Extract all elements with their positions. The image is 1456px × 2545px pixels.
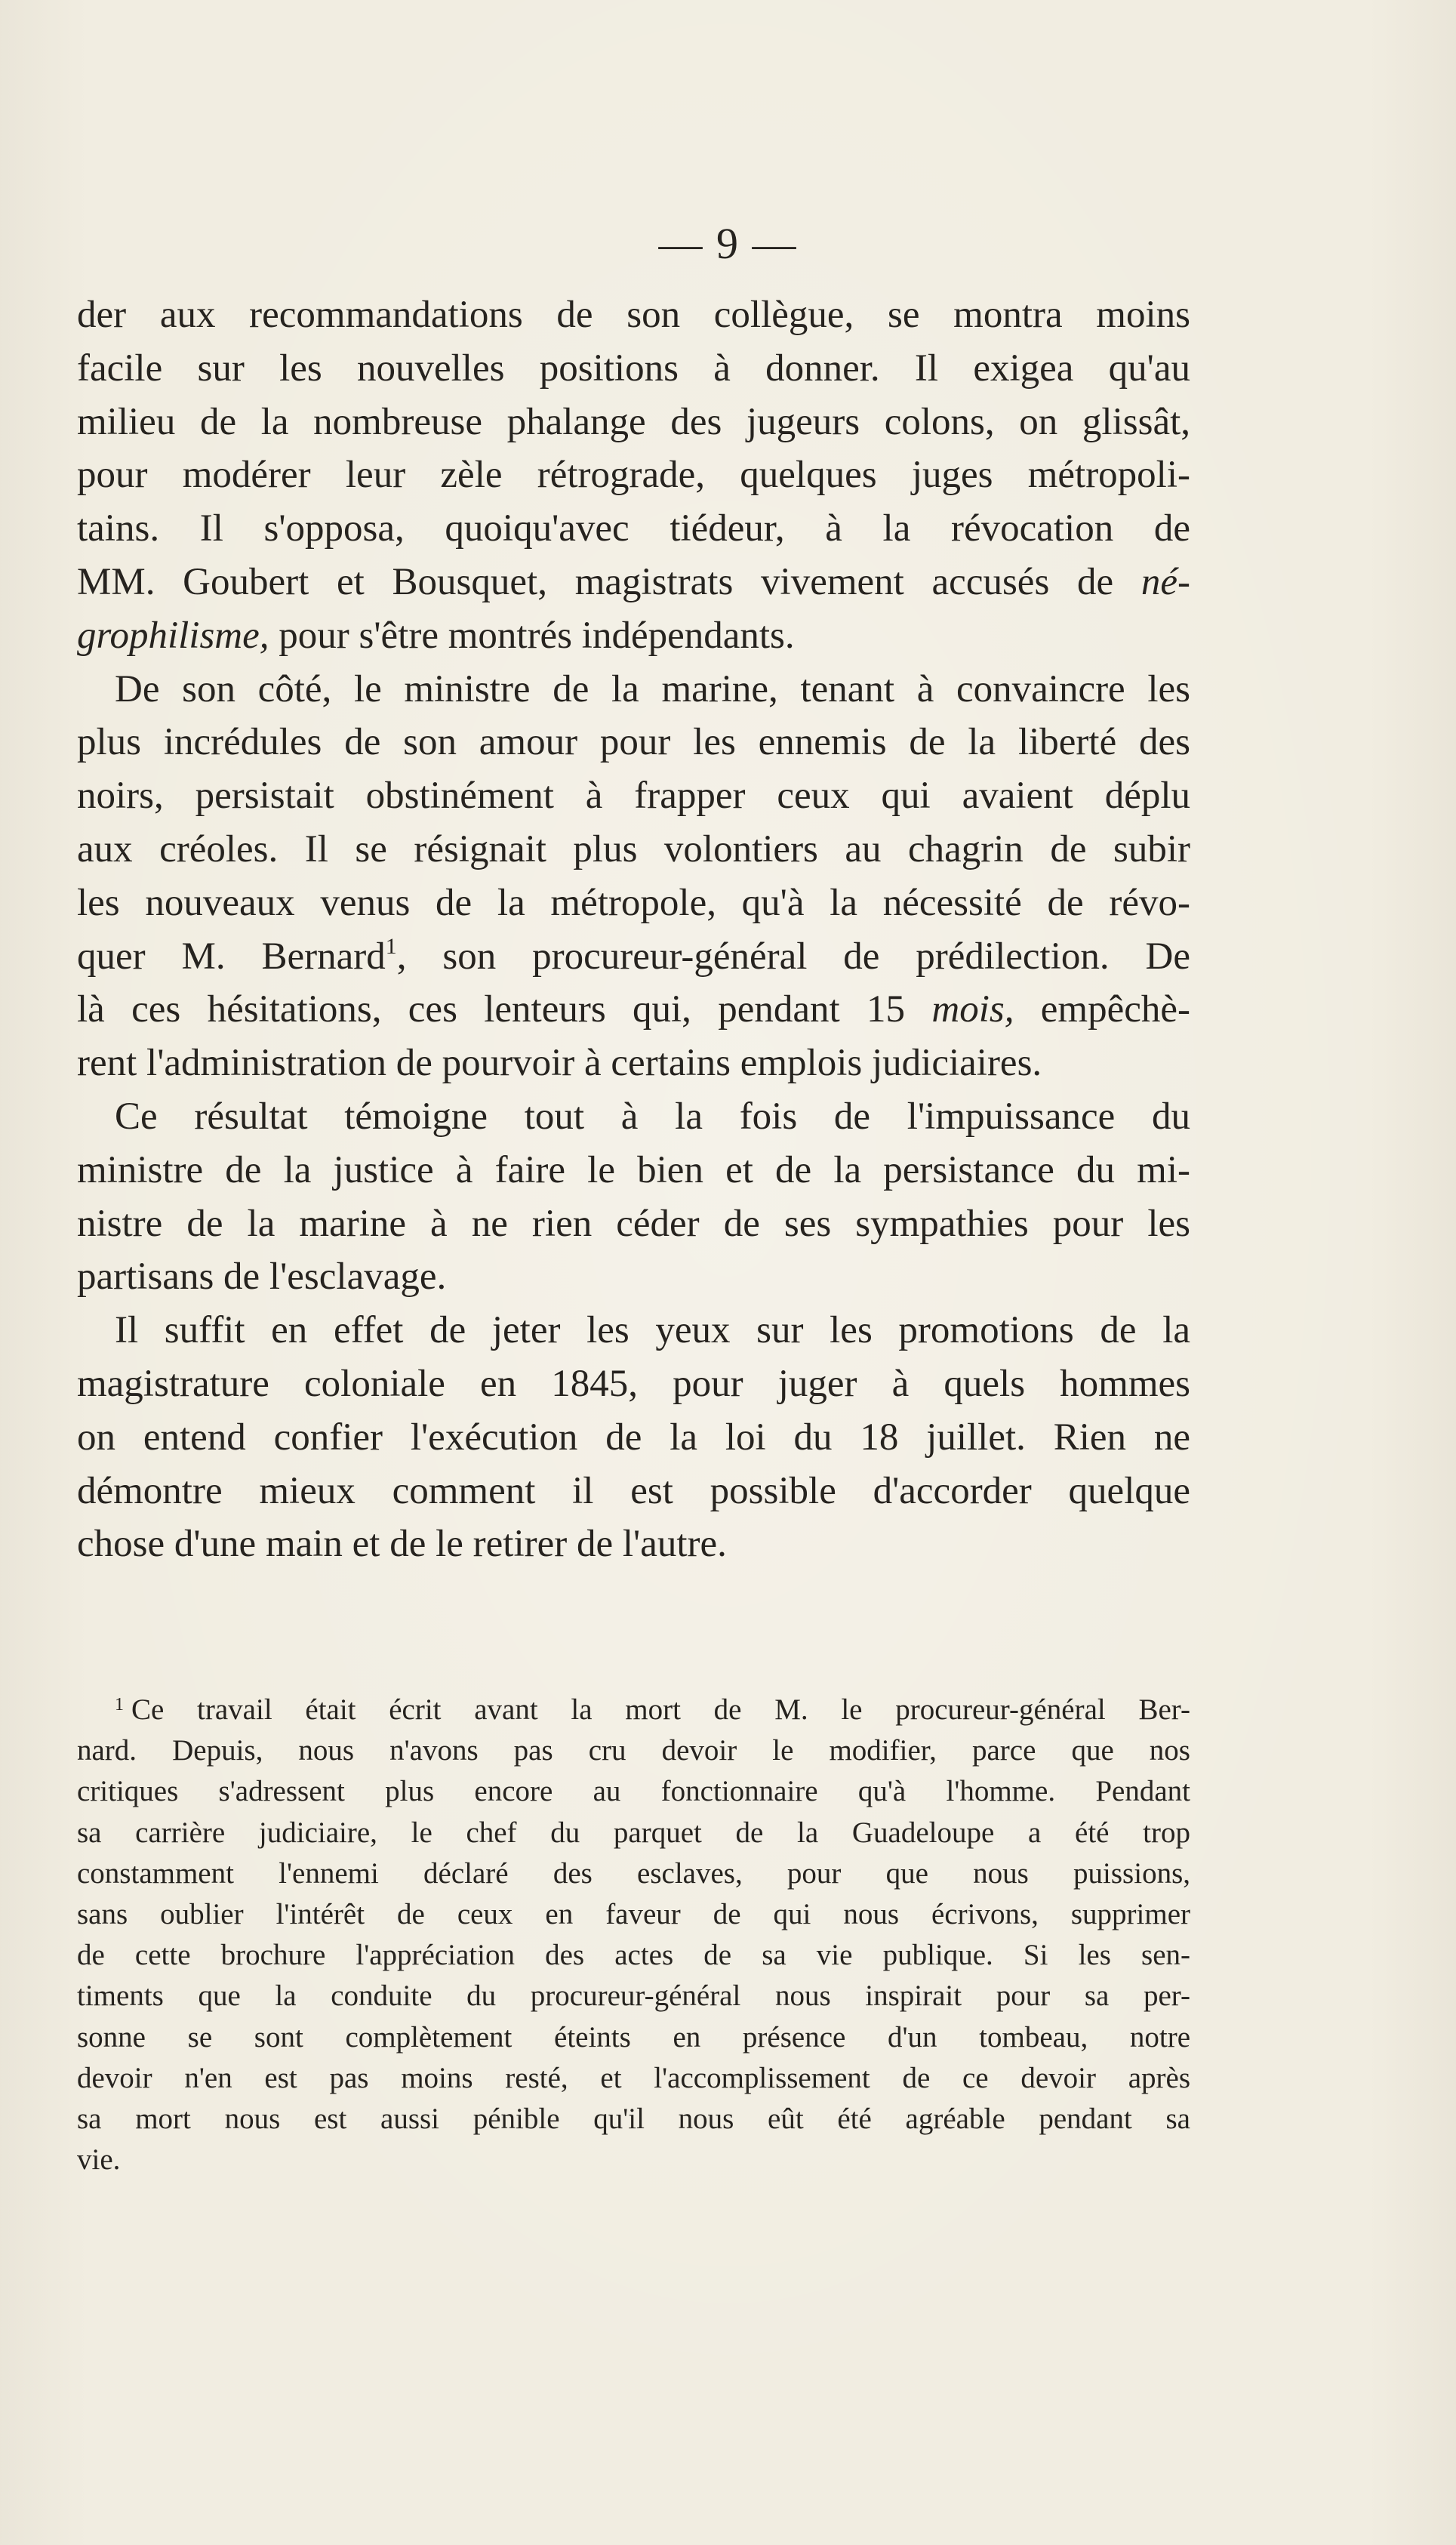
- italic-word: grophilisme,: [77, 614, 269, 657]
- text-run: quer M. Bernard: [77, 935, 386, 978]
- text-line: [77, 556, 1190, 609]
- text-run: là ces hésitations, ces lenteurs qui, pendant 15: [77, 988, 906, 1031]
- footnote-line: sonne se sont complètement éteints en présence d'un tombeau, notre: [77, 2020, 1190, 2054]
- footnote-line: sa carrière judiciaire, le chef du parquet de la Guadeloupe a été trop: [77, 1816, 1190, 1849]
- footnote-reference: 1: [385, 933, 397, 959]
- text-line: facile sur les nouvelles positions à donner. Il exigea qu'au: [77, 347, 1190, 390]
- text-line: tains. Il s'opposa, quoiqu'avec tiédeur, à la révocation de: [77, 507, 1190, 550]
- text-run: , son procureur-général de prédilection. De: [396, 935, 1190, 978]
- footnote: [77, 1690, 1190, 2180]
- text-line: noirs, persistait obstinément à frapper ceux qui avaient déplu: [77, 775, 1190, 818]
- text-line: pour modérer leur zèle rétrograde, quelques juges métropoli-: [77, 454, 1190, 497]
- text-line: [77, 983, 1190, 1037]
- main-text: [77, 288, 1190, 1571]
- text-line: der aux recommandations de son collègue, se montra moins: [77, 294, 1190, 336]
- footnote-line: vie.: [77, 2143, 121, 2177]
- footnote-line: constamment l'ennemi déclaré des esclaves, pour que nous puissions,: [77, 1856, 1190, 1890]
- footnote-text: Ce travail était écrit avant la mort de M. le procureur-général Ber-: [131, 1693, 1190, 1726]
- footnote-line: nard. Depuis, nous n'avons pas cru devoir le modifier, parce que nos: [77, 1734, 1190, 1767]
- footnote-line: de cette brochure l'appréciation des actes de sa vie publique. Si les sen-: [77, 1939, 1190, 1972]
- paragraph-start-line: Il suffit en effet de jeter les yeux sur les promotions de la: [115, 1309, 1190, 1352]
- text-run: pour s'être montrés indépendants.: [279, 614, 795, 657]
- text-line: nistre de la marine à ne rien céder de ses sympathies pour les: [77, 1202, 1190, 1245]
- text-line: plus incrédules de son amour pour les ennemis de la liberté des: [77, 721, 1190, 764]
- footnote-mark: 1: [115, 1695, 124, 1715]
- italic-word: né-: [1140, 560, 1191, 603]
- text-run: MM. Goubert et Bousquet, magistrats vivement accusés de: [77, 560, 1114, 603]
- footnote-line: [77, 1690, 1190, 1730]
- text-run: empêchè-: [1040, 988, 1190, 1031]
- text-line: magistrature coloniale en 1845, pour juger à quels hommes: [77, 1362, 1190, 1405]
- paragraph-start-line: De son côté, le ministre de la marine, tenant à convaincre les: [115, 667, 1190, 710]
- text-line: démontre mieux comment il est possible d'accorder quelque: [77, 1469, 1190, 1512]
- footnote-line: sa mort nous est aussi pénible qu'il nous eût été agréable pendant sa: [77, 2102, 1190, 2135]
- text-line: chose d'une main et de le retirer de l'autre.: [77, 1523, 727, 1566]
- page-number: — 9 —: [658, 219, 798, 268]
- text-line: [77, 609, 1190, 663]
- footnote-line: critiques s'adressent plus encore au fonctionnaire qu'à l'homme. Pendant: [77, 1775, 1190, 1808]
- text-line: aux créoles. Il se résignait plus volontiers au chagrin de subir: [77, 827, 1190, 870]
- text-line: on entend confier l'exécution de la loi du 18 juillet. Rien ne: [77, 1416, 1190, 1459]
- footnote-line: devoir n'en est pas moins resté, et l'accomplissement de ce devoir après: [77, 2061, 1190, 2094]
- italic-word: mois,: [931, 988, 1014, 1031]
- text-line: [77, 930, 1190, 984]
- text-line: partisans de l'esclavage.: [77, 1256, 447, 1299]
- text-line: ministre de la justice à faire le bien et de la persistance du mi-: [77, 1148, 1190, 1191]
- footnote-line: sans oublier l'intérêt de ceux en faveur de qui nous écrivons, supprimer: [77, 1897, 1190, 1930]
- text-line: les nouveaux venus de la métropole, qu'à la nécessité de révo-: [77, 881, 1190, 924]
- text-line: milieu de la nombreuse phalange des jugeurs colons, on glissât,: [77, 400, 1190, 443]
- footnote-line: timents que la conduite du procureur-général nous inspirait pour sa per-: [77, 1980, 1190, 2013]
- text-line: rent l'administration de pourvoir à certains emplois judiciaires.: [77, 1042, 1042, 1085]
- paragraph-start-line: Ce résultat témoigne tout à la fois de l'impuissance du: [115, 1095, 1190, 1138]
